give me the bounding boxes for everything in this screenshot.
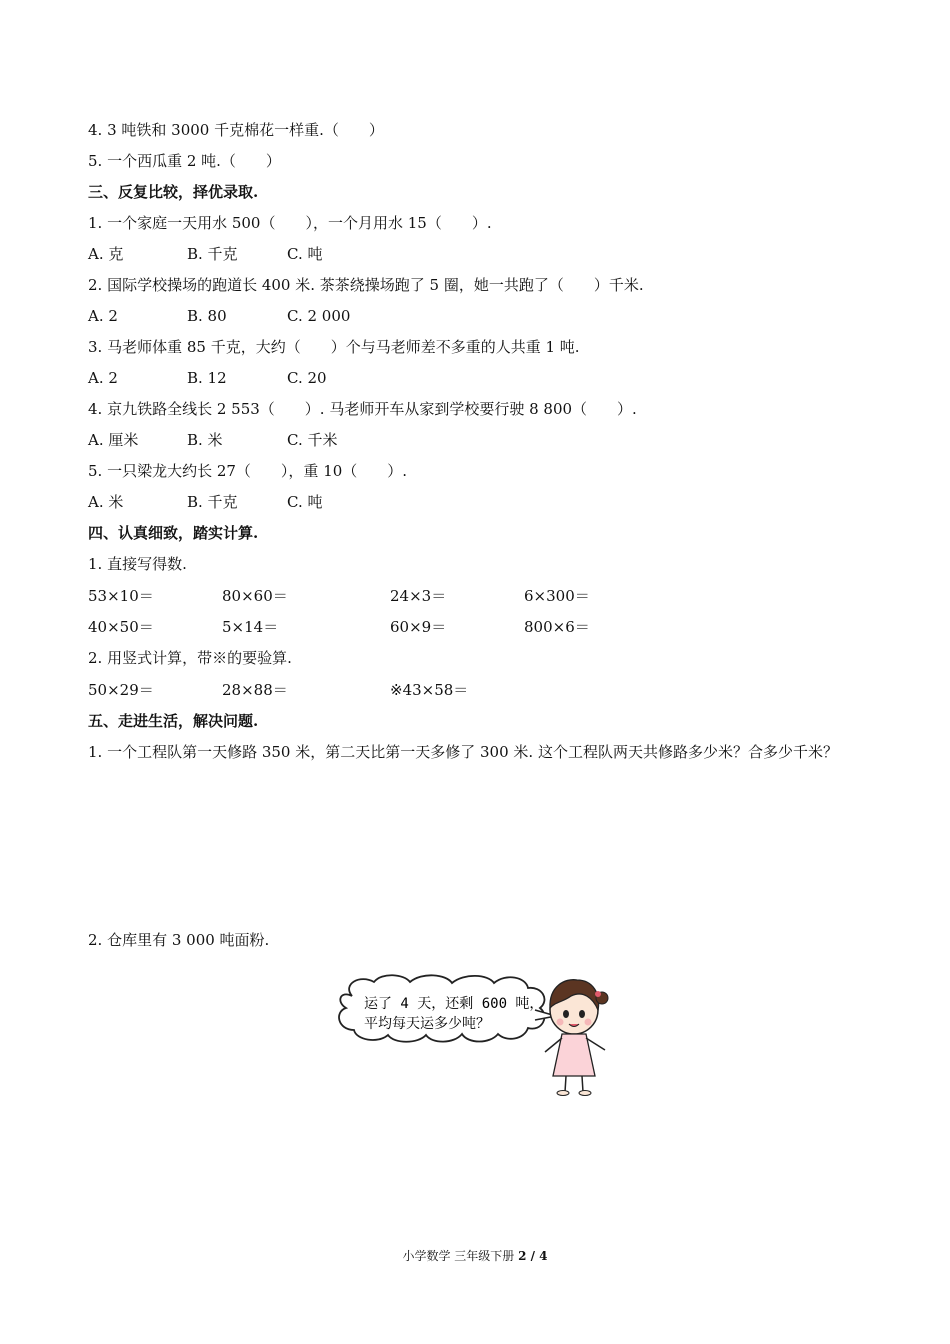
option-b: B. 千克 xyxy=(187,493,238,511)
direct-calc-label: 1. 直接写得数. xyxy=(88,555,187,573)
option-a: A. 厘米 xyxy=(88,431,139,449)
option-a: A. 克 xyxy=(88,245,124,263)
word-problem-1: 1. 一个工程队第一天修路 350 米，第二天比第一天多修了 300 米. 这个工程队两天共修路多少米？合多少千米？ xyxy=(88,743,838,761)
vertical-calc-item: 50×29＝ xyxy=(88,681,154,699)
bubble-line-1: 运了 4 天，还剩 600 吨， xyxy=(364,996,544,1012)
choice-question-5: 5. 一只梁龙大约长 27（ ），重 10（ ）. xyxy=(88,462,408,480)
option-a: A. 2 xyxy=(88,307,118,325)
tf-question-5: 5. 一个西瓜重 2 吨.（ ） xyxy=(88,152,281,170)
option-b: B. 80 xyxy=(187,307,227,325)
option-b: B. 12 xyxy=(187,369,227,387)
page-number: 2 / 4 xyxy=(518,1249,548,1263)
calc-item: 60×9＝ xyxy=(390,618,447,636)
vertical-calc-item: 28×88＝ xyxy=(222,681,288,699)
calc-item: 800×6＝ xyxy=(524,618,590,636)
option-c: C. 吨 xyxy=(287,245,323,263)
calc-item: 5×14＝ xyxy=(222,618,279,636)
choice-question-3: 3. 马老师体重 85 千克，大约（ ）个与马老师差不多重的人共重 1 吨. xyxy=(88,338,580,356)
bubble-line-2: 平均每天运多少吨？ xyxy=(364,1016,490,1032)
calc-item: 80×60＝ xyxy=(222,587,288,605)
option-c: C. 吨 xyxy=(287,493,323,511)
vertical-calc-item: ※43×58＝ xyxy=(390,681,469,699)
option-c: C. 20 xyxy=(287,369,327,387)
option-b: B. 米 xyxy=(187,431,223,449)
option-c: C. 2 000 xyxy=(287,307,351,325)
calc-item: 40×50＝ xyxy=(88,618,154,636)
section5-heading: 五、走进生活，解决问题. xyxy=(88,712,259,730)
tf-question-4: 4. 3 吨铁和 3000 千克棉花一样重.（ ） xyxy=(88,121,384,139)
calc-item: 24×3＝ xyxy=(390,587,447,605)
page-footer xyxy=(0,1248,950,1264)
option-a: A. 米 xyxy=(88,493,124,511)
section4-heading: 四、认真细致，踏实计算. xyxy=(88,524,259,542)
choice-question-1: 1. 一个家庭一天用水 500（ ），一个月用水 15（ ）. xyxy=(88,214,492,232)
word-problem-2: 2. 仓库里有 3 000 吨面粉. xyxy=(88,931,270,949)
vertical-calc-label: 2. 用竖式计算，带※的要验算. xyxy=(88,649,292,667)
section3-heading: 三、反复比较，择优录取. xyxy=(88,183,259,201)
calc-item: 6×300＝ xyxy=(524,587,590,605)
choice-question-2: 2. 国际学校操场的跑道长 400 米. 茶茶绕操场跑了 5 圈，她一共跑了（ ）千米. xyxy=(88,276,644,294)
option-b: B. 千克 xyxy=(187,245,238,263)
speech-bubble-illustration xyxy=(330,968,620,1098)
calc-item: 53×10＝ xyxy=(88,587,154,605)
choice-question-4: 4. 京九铁路全线长 2 553（ ）. 马老师开车从家到学校要行驶 8 800（ ）. xyxy=(88,400,637,418)
option-a: A. 2 xyxy=(88,369,118,387)
footer-text: 小学数学 三年级下册 xyxy=(402,1249,519,1263)
girl-icon xyxy=(545,980,608,1096)
option-c: C. 千米 xyxy=(287,431,338,449)
